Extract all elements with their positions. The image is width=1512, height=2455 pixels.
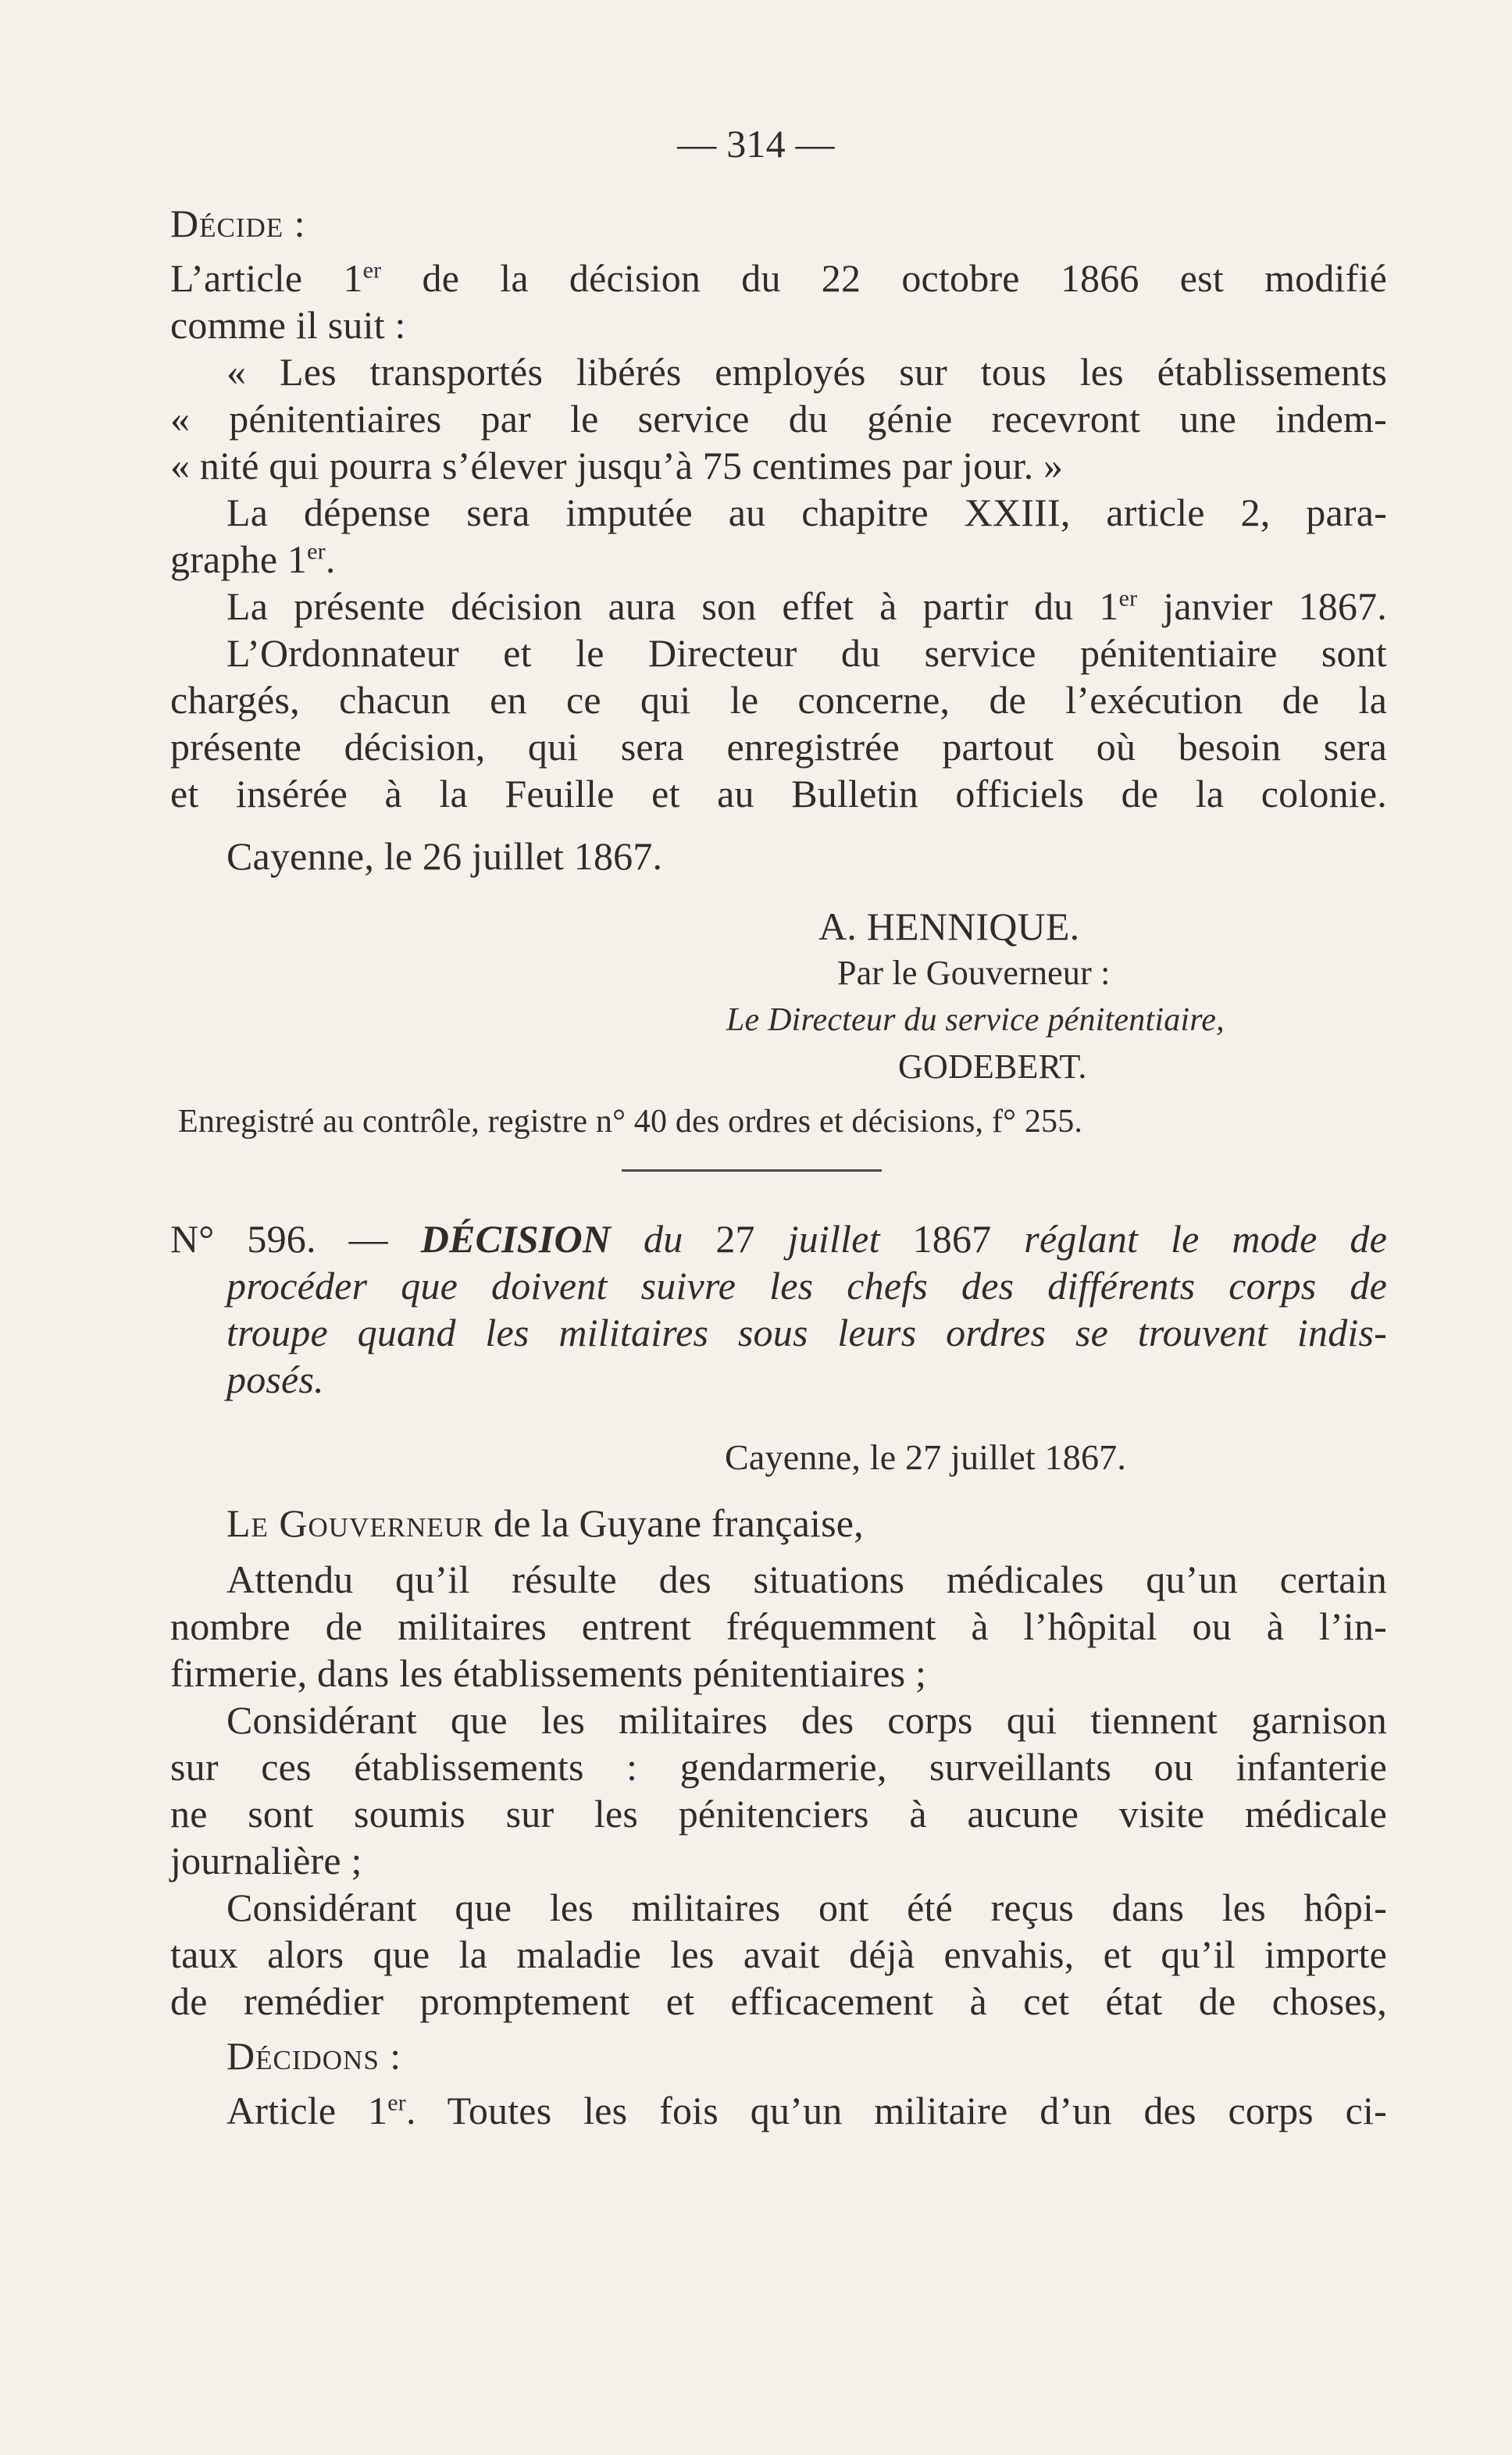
- quote-line: « Les transportés libérés employés sur tous les établissements: [226, 350, 1387, 394]
- text-line: Attendu qu’il résulte des situations médicales qu’un certain: [226, 1558, 1387, 1601]
- directeur-name: GODEBERT.: [898, 1047, 1087, 1086]
- text-line: Considérant que les militaires des corps qui tiennent garnison: [226, 1698, 1387, 1742]
- text-line: chargés, chacun en ce qui le concerne, de l’exécution de la: [170, 678, 1387, 722]
- decision-title-line: posés.: [226, 1358, 324, 1401]
- text-line: La dépense sera imputée au chapitre XXIII, article 2, para-: [226, 491, 1387, 534]
- text-line: journalière ;: [170, 1839, 362, 1882]
- decision-title-line: N° 596. — DÉCISION du 27 juillet 1867 réglant le mode de: [170, 1217, 1388, 1261]
- section-divider: [622, 1169, 882, 1172]
- text-line: taux alors que la maladie les avait déjà envahis, et qu’il importe: [170, 1932, 1387, 1976]
- decision-title-line: troupe quand les militaires sous leurs ordres se trouvent indis-: [226, 1311, 1387, 1354]
- enregistre-line: Enregistré au contrôle, registre n° 40 des ordres et décisions, f° 255.: [178, 1104, 1083, 1140]
- text-line: Considérant que les militaires ont été reçus dans les hôpi-: [226, 1886, 1387, 1929]
- directeur-title: Le Directeur du service pénitentiaire,: [726, 1002, 1225, 1038]
- text-line: firmerie, dans les établissements pénitentiaires ;: [170, 1651, 927, 1695]
- date-place: Cayenne, le 27 juillet 1867.: [725, 1437, 1127, 1477]
- text-line: sur ces établissements : gendarmerie, surveillants ou infanterie: [170, 1745, 1387, 1789]
- quote-line: « pénitentiaires par le service du génie recevront une indem-: [170, 397, 1387, 441]
- text-line: présente décision, qui sera enregistrée partout où besoin sera: [170, 725, 1387, 769]
- date-place: Cayenne, le 26 juillet 1867.: [226, 834, 663, 878]
- text-line: de remédier promptement et efficacement à cet état de choses,: [170, 1979, 1387, 2023]
- quote-line: « nité qui pourra s’élever jusqu’à 75 centimes par jour. »: [170, 444, 1064, 487]
- text-line: et insérée à la Feuille et au Bulletin officiels de la colonie.: [170, 772, 1387, 815]
- article-line: Article 1er. Toutes les fois qu’un militaire d’un des corps ci-: [226, 2089, 1387, 2132]
- decision-title-line: procéder que doivent suivre les chefs des différents corps de: [226, 1264, 1387, 1308]
- text-line: L’Ordonnateur et le Directeur du service pénitentiaire sont: [226, 631, 1387, 675]
- text-line: ne sont soumis sur les pénitenciers à aucune visite médicale: [170, 1792, 1387, 1836]
- decidons-heading: Décidons :: [226, 2034, 402, 2078]
- text-line: nombre de militaires entrent fréquemment à l’hôpital ou à l’in-: [170, 1604, 1387, 1648]
- text-line: comme il suit :: [170, 303, 406, 347]
- par-le-gouverneur: Par le Gouverneur :: [837, 954, 1111, 992]
- article-line: L’article 1er de la décision du 22 octobre 1866 est modifié: [170, 256, 1387, 300]
- signature: A. HENNIQUE.: [818, 905, 1080, 948]
- text-line: graphe 1er.: [170, 537, 336, 581]
- decide-heading: Décide :: [170, 202, 306, 245]
- text-line: La présente décision aura son effet à partir du 1er janvier 1867.: [226, 584, 1387, 628]
- page-number: — 314 —: [677, 122, 835, 166]
- gouverneur-line: Le Gouverneur de la Guyane française,: [226, 1501, 864, 1545]
